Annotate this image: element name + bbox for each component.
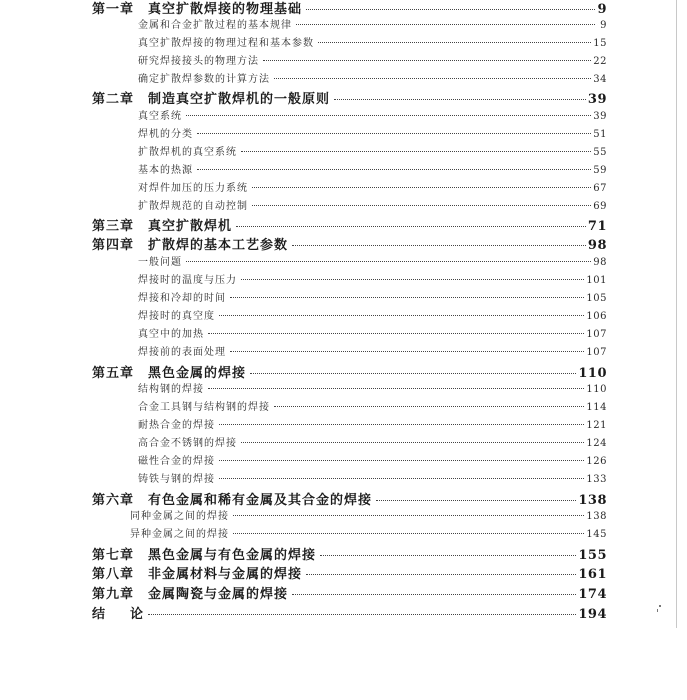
toc-page-number: 101 (586, 275, 607, 286)
toc-page-number: 51 (593, 129, 607, 140)
toc-dot-leader (250, 372, 576, 374)
toc-section-entry (138, 292, 607, 306)
toc-chapter-number: 第七章 (92, 548, 135, 563)
toc-entry-title: 对焊件加压的压力系统 (138, 183, 248, 194)
toc-dot-leader (219, 314, 584, 316)
toc-entry-title: 耐热合金的焊接 (138, 420, 215, 431)
toc-chapter-number: 第九章 (92, 587, 135, 602)
toc-entry-title: 金属和合金扩散过程的基本规律 (138, 20, 292, 31)
toc-dot-leader (318, 41, 591, 43)
toc-entry-title: 有色金属和稀有金属及其合金的焊接 (148, 493, 373, 508)
toc-chapter-entry (92, 218, 607, 236)
toc-dot-leader (292, 593, 576, 595)
toc-page-number: 105 (586, 293, 607, 304)
toc-chapter-number: 第五章 (92, 366, 135, 381)
toc-chapter-number: 第六章 (92, 493, 135, 508)
toc-dot-leader (320, 554, 576, 556)
toc-section-entry (138, 182, 607, 196)
toc-dot-leader (252, 186, 591, 188)
toc-page-number: 59 (593, 165, 607, 176)
toc-dot-leader (219, 423, 584, 425)
toc-chapter-number: 第三章 (92, 219, 135, 234)
toc-page-number: 124 (586, 438, 607, 449)
toc-chapter-entry (92, 365, 607, 383)
toc-entry-title: 高合金不锈钢的焊接 (138, 438, 237, 449)
toc-entry-title: 异种金属之间的焊接 (130, 529, 229, 540)
toc-section-entry (138, 274, 607, 288)
toc-section-entry (138, 256, 607, 270)
toc-section-entry (138, 37, 607, 51)
toc-page-number: 194 (578, 607, 607, 622)
toc-entry-title: 焊接时的温度与压力 (138, 275, 237, 286)
toc-dot-leader (186, 114, 591, 116)
toc-dot-leader (233, 514, 584, 516)
toc-section-entry (130, 510, 607, 524)
toc-entry-title: 金属陶瓷与金属的焊接 (148, 587, 289, 602)
toc-page-number: 155 (578, 548, 607, 563)
page-edge-line (676, 0, 677, 628)
toc-entry-title: 真空扩散焊机 (148, 219, 233, 234)
toc-chapter-entry (92, 566, 607, 584)
toc-entry-title: 非金属材料与金属的焊接 (148, 567, 303, 582)
toc-section-entry (138, 328, 607, 342)
toc-page-number: 15 (593, 38, 607, 49)
toc-page-number: 145 (586, 529, 607, 540)
toc-chapter-entry (92, 586, 607, 604)
toc-dot-leader (197, 168, 591, 170)
toc-entry-title: 焊接前的表面处理 (138, 347, 226, 358)
toc-entry-title: 研究焊接接头的物理方法 (138, 56, 259, 67)
toc-page-number: 121 (586, 420, 607, 431)
toc-dot-leader (219, 477, 584, 479)
toc-entry-title: 真空中的加热 (138, 329, 204, 340)
toc-page-number: 174 (578, 587, 607, 602)
toc-dot-leader (230, 350, 584, 352)
toc-dot-leader (148, 613, 576, 615)
toc-page-number: 110 (578, 366, 607, 381)
toc-section-entry (138, 146, 607, 160)
toc-page-number: 9 (600, 20, 607, 31)
toc-dot-leader (274, 77, 591, 79)
toc-page-number: 107 (586, 329, 607, 340)
toc-dot-leader (241, 278, 584, 280)
toc-section-entry (138, 164, 607, 178)
toc-page-number: 126 (586, 456, 607, 467)
toc-section-entry (138, 310, 607, 324)
toc-dot-leader (186, 260, 591, 262)
toc-entry-title: 焊接时的真空度 (138, 311, 215, 322)
toc-section-entry (138, 200, 607, 214)
toc-page-number: 106 (586, 311, 607, 322)
toc-dot-leader (208, 387, 584, 389)
toc-dot-leader (208, 332, 584, 334)
toc-chapter-entry (92, 91, 607, 109)
toc-dot-leader (233, 532, 584, 534)
toc-dot-leader (306, 573, 576, 575)
toc-entry-title: 磁性合金的焊接 (138, 456, 215, 467)
toc-section-entry (138, 437, 607, 451)
toc-dot-leader (230, 296, 584, 298)
toc-section-entry (138, 128, 607, 142)
toc-dot-leader (236, 225, 586, 227)
toc-page-number: 22 (593, 56, 607, 67)
toc-page-number: 69 (593, 201, 607, 212)
toc-section-entry (138, 455, 607, 469)
toc-dot-leader (376, 499, 576, 501)
toc-entry-title: 一般问题 (138, 257, 182, 268)
toc-section-entry (138, 383, 607, 397)
toc-entry-title: 真空扩散焊接的物理基础 (148, 2, 303, 17)
toc-entry-title: 制造真空扩散焊机的一般原则 (148, 92, 331, 107)
toc-chapter-number: 第八章 (92, 567, 135, 582)
toc-chapter-entry (92, 1, 607, 19)
toc-dot-leader (263, 59, 591, 61)
toc-entry-title: 真空系统 (138, 111, 182, 122)
toc-dot-leader (197, 132, 591, 134)
toc-page-number: 110 (586, 384, 607, 395)
toc-page-number: 39 (587, 92, 607, 107)
toc-entry-title: 扩散焊的基本工艺参数 (148, 238, 289, 253)
toc-section-entry (138, 346, 607, 360)
toc-section-entry (138, 110, 607, 124)
toc-entry-title: 基本的热源 (138, 165, 193, 176)
scan-speck (659, 605, 661, 607)
toc-entry-title: 焊机的分类 (138, 129, 193, 140)
toc-chapter-number: 第四章 (92, 238, 135, 253)
toc-chapter-entry (92, 547, 607, 565)
toc-entry-title: 扩散焊机的真空系统 (138, 147, 237, 158)
toc-entry-title: 黑色金属的焊接 (148, 366, 247, 381)
toc-chapter-number: 结 (92, 607, 107, 622)
toc-section-entry (138, 55, 607, 69)
toc-page-number: 161 (578, 567, 607, 582)
toc-entry-title: 铸铁与钢的焊接 (138, 474, 215, 485)
toc-page-number: 114 (586, 402, 607, 413)
toc-page-number: 9 (597, 2, 607, 17)
toc-dot-leader (334, 98, 586, 100)
toc-page-number: 138 (586, 511, 607, 522)
toc-dot-leader (219, 459, 584, 461)
toc-dot-leader (241, 441, 584, 443)
toc-chapter-entry (92, 237, 607, 255)
scan-speck (657, 609, 658, 612)
toc-entry-title: 结构钢的焊接 (138, 384, 204, 395)
toc-entry-title: 同种金属之间的焊接 (130, 511, 229, 522)
toc-dot-leader (292, 244, 586, 246)
toc-section-entry (138, 419, 607, 433)
toc-chapter-entry (92, 492, 607, 510)
toc-chapter-number: 第一章 (92, 2, 135, 17)
toc-section-entry (138, 73, 607, 87)
toc-page-number: 67 (593, 183, 607, 194)
toc-dot-leader (241, 150, 591, 152)
toc-dot-leader (252, 204, 591, 206)
toc-page-number: 98 (587, 238, 607, 253)
toc-page-number: 34 (593, 74, 607, 85)
toc-page-number: 39 (593, 111, 607, 122)
toc-section-entry (138, 401, 607, 415)
toc-dot-leader (306, 8, 595, 10)
toc-dot-leader (274, 405, 584, 407)
toc-dot-leader (296, 23, 595, 25)
toc-section-entry (130, 528, 607, 542)
toc-chapter-number: 第二章 (92, 92, 135, 107)
toc-page-number: 98 (593, 257, 607, 268)
toc-entry-title: 论 (130, 607, 145, 622)
toc-page-number: 71 (587, 219, 607, 234)
toc-page-number: 138 (578, 493, 607, 508)
toc-entry-title: 扩散焊规范的自动控制 (138, 201, 248, 212)
toc-entry-title: 真空扩散焊接的物理过程和基本参数 (138, 38, 314, 49)
toc-page-number: 133 (586, 474, 607, 485)
toc-conclusion-entry (92, 606, 607, 624)
toc-entry-title: 黑色金属与有色金属的焊接 (148, 548, 317, 563)
toc-page-number: 107 (586, 347, 607, 358)
toc-entry-title: 合金工具钢与结构钢的焊接 (138, 402, 270, 413)
toc-page-number: 55 (593, 147, 607, 158)
toc-entry-title: 焊接和冷却的时间 (138, 293, 226, 304)
toc-section-entry (138, 19, 607, 33)
toc-section-entry (138, 473, 607, 487)
toc-entry-title: 确定扩散焊参数的计算方法 (138, 74, 270, 85)
